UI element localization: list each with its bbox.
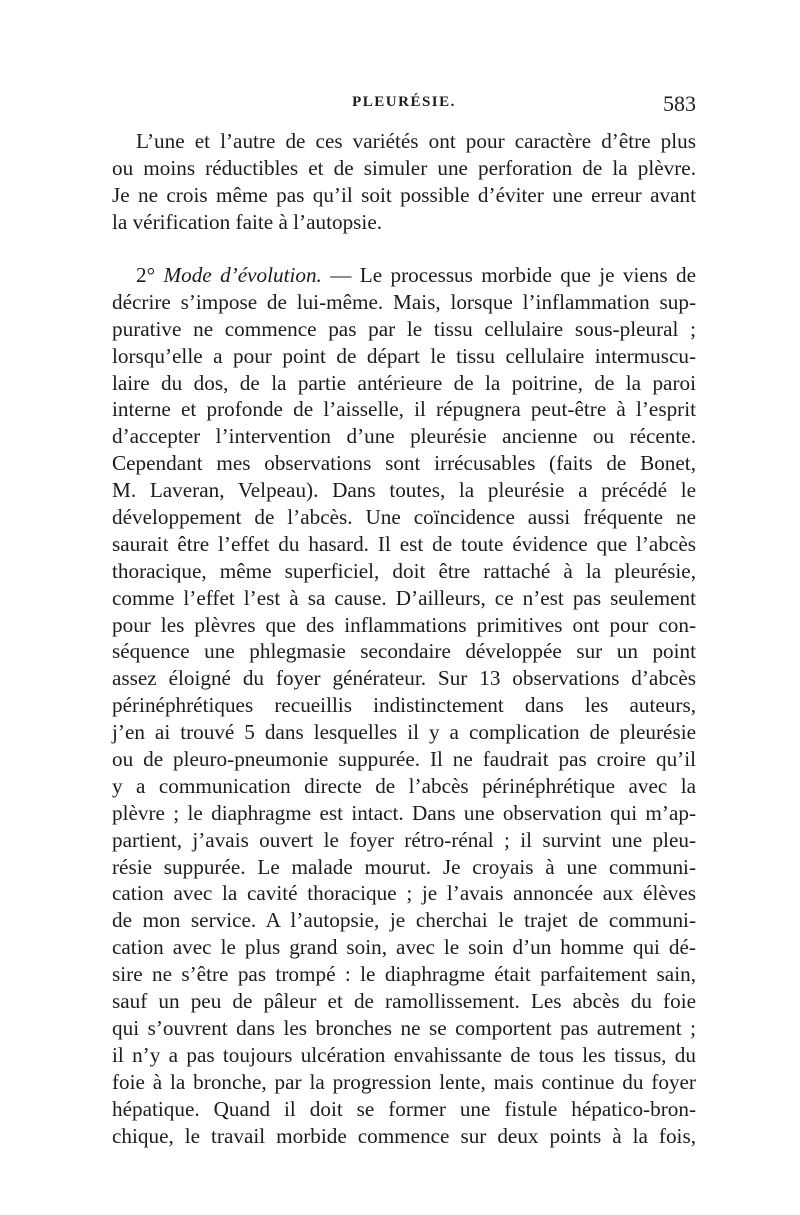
text-line: j’en ai trouvé 5 dans lesquelles il y a complication de pleurésie bbox=[112, 720, 696, 745]
text-line: lorsqu’elle a pour point de départ le tissu cellulaire intermuscu- bbox=[112, 343, 696, 368]
text-line: cation avec la cavité thoracique ; je l’avais annoncée aux élèves bbox=[112, 881, 696, 906]
text-line: Cependant mes observations sont irrécusables (faits de Bonet, bbox=[112, 451, 696, 476]
text-line: hépatique. Quand il doit se former une fistule hépatico-bron- bbox=[112, 1096, 696, 1121]
text-line: y a communication directe de l’abcès périnéphrétique avec la bbox=[112, 773, 696, 798]
section-heading-line bbox=[112, 262, 696, 289]
text-line: décrire s’impose de lui-même. Mais, lorsque l’inflammation sup- bbox=[112, 289, 696, 314]
text-line: interne et profonde de l’aisselle, il répugnera peut-être à l’esprit bbox=[112, 397, 696, 422]
text-line: plèvre ; le diaphragme est intact. Dans une observation qui m’ap- bbox=[112, 800, 696, 825]
running-header bbox=[112, 91, 696, 124]
text-line: d’accepter l’intervention d’une pleurésie ancienne ou récente. bbox=[112, 424, 696, 449]
paragraph-1 bbox=[112, 128, 696, 236]
text-line: il n’y a pas toujours ulcération envahissante de tous les tissus, du bbox=[112, 1042, 696, 1067]
text-line: sire ne s’être pas trompé : le diaphragme était parfaitement sain, bbox=[112, 962, 696, 987]
text-line: la vérification faite à l’autopsie. bbox=[112, 209, 383, 234]
text-line: M. Laveran, Velpeau). Dans toutes, la pleurésie a précédé le bbox=[112, 478, 696, 503]
text-line: développement de l’abcès. Une coïncidence aussi fréquente ne bbox=[112, 505, 696, 530]
text-line: ou moins réductibles et de simuler une perforation de la plèvre. bbox=[112, 155, 696, 180]
text-line: laire du dos, de la partie antérieure de la poitrine, de la paroi bbox=[112, 370, 696, 395]
text-line: saurait être l’effet du hasard. Il est de toute évidence que l’abcès bbox=[112, 531, 696, 556]
text-line: chique, le travail morbide commence sur deux points à la fois, bbox=[112, 1123, 696, 1148]
text-line: cation avec le plus grand soin, avec le soin d’un homme qui dé- bbox=[112, 935, 696, 960]
text-line: pour les plèvres que des inflammations primitives ont pour con- bbox=[112, 612, 696, 637]
text-line: purative ne commence pas par le tissu cellulaire sous-pleural ; bbox=[112, 316, 696, 341]
text-line: de mon service. A l’autopsie, je cherchai le trajet de communi- bbox=[112, 908, 696, 933]
text-line: thoracique, même superficiel, doit être rattaché à la pleurésie, bbox=[112, 558, 696, 583]
text-line: foie à la bronche, par la progression lente, mais continue du foyer bbox=[112, 1069, 696, 1094]
running-title: PLEURÉSIE. bbox=[352, 94, 456, 110]
text-line: séquence une phlegmasie secondaire développée sur un point bbox=[112, 639, 696, 664]
text-line-rest: — Le processus morbide que je viens de bbox=[330, 263, 696, 287]
section-title: Mode d’évolution. bbox=[163, 263, 322, 287]
text-line: assez éloigné du foyer générateur. Sur 13 observations d’abcès bbox=[112, 666, 696, 691]
text-line: périnéphrétiques recueillis indistinctement dans les auteurs, bbox=[112, 693, 696, 718]
text-line: résie suppurée. Le malade mourut. Je croyais à une communi- bbox=[112, 854, 696, 879]
paragraph-2 bbox=[112, 262, 696, 1149]
section-number: 2° bbox=[136, 263, 156, 287]
page-number: 583 bbox=[663, 91, 696, 116]
text-line: qui s’ouvrent dans les bronches ne se comportent pas autrement ; bbox=[112, 1015, 696, 1040]
text-line: sauf un peu de pâleur et de ramollissement. Les abcès du foie bbox=[112, 989, 696, 1014]
text-line: comme l’effet l’est à sa cause. D’ailleurs, ce n’est pas seulement bbox=[112, 585, 696, 610]
text-line: partient, j’avais ouvert le foyer rétro-rénal ; il survint une pleu- bbox=[112, 827, 696, 852]
text-line: Je ne crois même pas qu’il soit possible d’éviter une erreur avant bbox=[112, 182, 696, 207]
text-line: ou de pleuro-pneumonie suppurée. Il ne faudrait pas croire qu’il bbox=[112, 747, 696, 772]
text-line: L’une et l’autre de ces variétés ont pour caractère d’être plus bbox=[136, 129, 696, 153]
